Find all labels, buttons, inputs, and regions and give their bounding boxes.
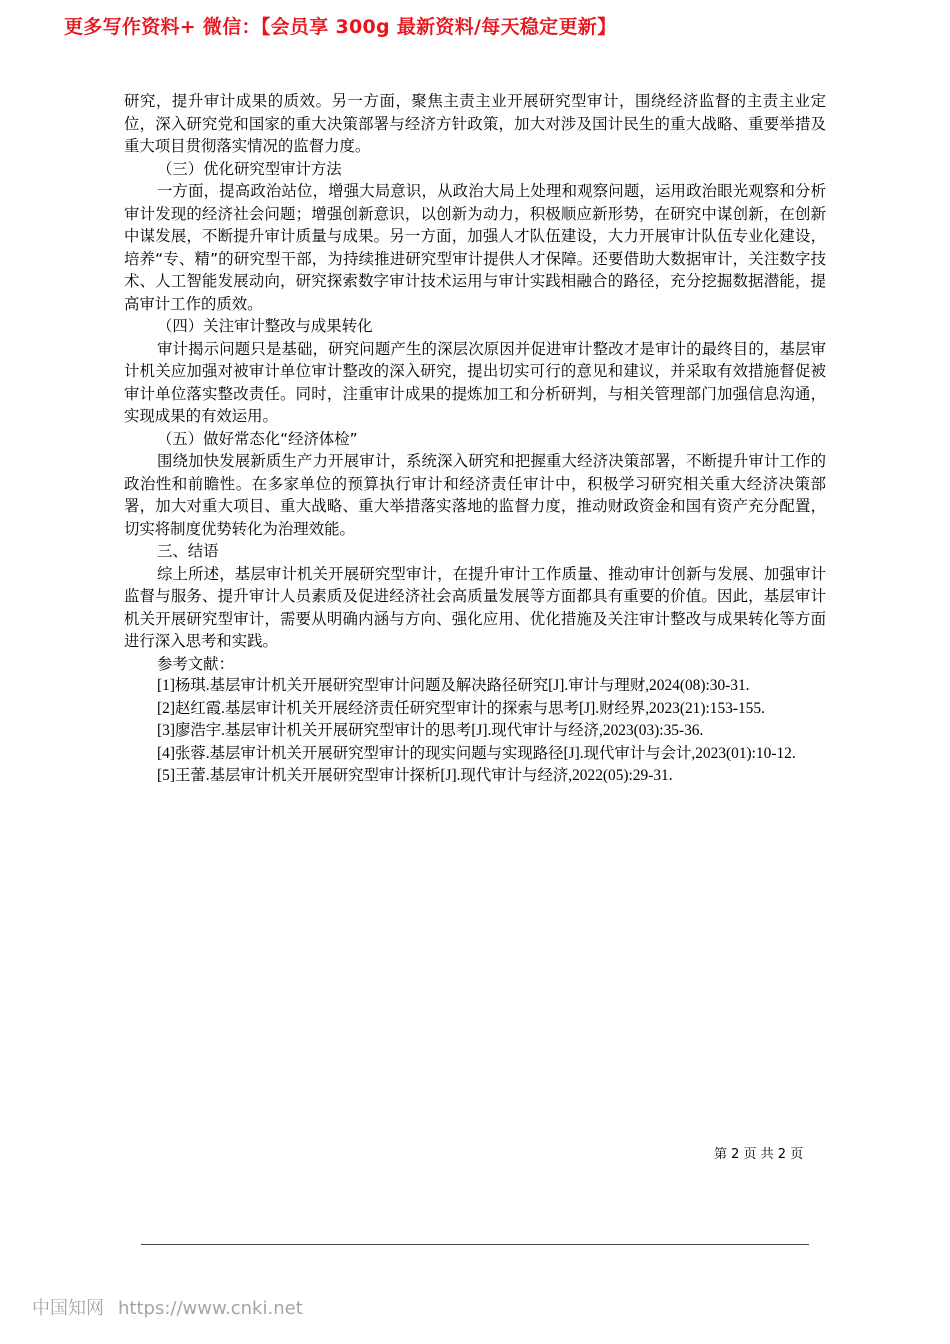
reference-item: [3]廖浩宇.基层审计机关开展研究型审计的思考[J].现代审计与经济,2023(03):35-36.	[157, 722, 704, 739]
reference-item: [2]赵红霞.基层审计机关开展经济责任研究型审计的探索与思考[J].财经界,2023(21):153-155.	[157, 699, 765, 717]
footer-watermark	[32, 1294, 303, 1320]
body-paragraph: 综上所述，基层审计机关开展研究型审计，在提升审计工作质量、推动审计创新与发展、加强审计监督与服务、提升审计人员素质及促进经济社会高质量发展等方面都具有重要的价值。因此，基层审计机关开展研究型审计，需要从明确内涵与方向、强化应用、优化措施及关注审计整改与成果转化等方面进行深入思考和实践。	[124, 564, 826, 650]
references-heading: 参考文献：	[157, 654, 234, 673]
footer-url: https://www.cnki.net	[118, 1298, 303, 1319]
section-heading: （三）优化研究型审计方法	[157, 159, 342, 178]
promo-banner: 更多写作资料+ 微信：【会员享 300g 最新资料/每天稳定更新】	[64, 16, 617, 38]
document-body	[124, 90, 826, 788]
body-paragraph: 围绕加快发展新质生产力开展审计，系统深入研究和把握重大经济决策部署，不断提升审计工作的政治性和前瞻性。在多家单位的预算执行审计和经济责任审计中，积极学习研究相关重大经济决策部署，加大对重大项目、重大战略、重大举措落实落地的监督力度，推动财政资金和国有资产充分配置，切实将制度优势转化为治理效能。	[124, 452, 826, 538]
body-paragraph: 一方面，提高政治站位，增强大局意识，从政治大局上处理和观察问题，运用政治眼光观察和分析审计发现的经济社会问题；增强创新意识，以创新为动力，积极顺应新形势，在研究中谋创新，在创新中谋发展，不断提升审计质量与成果。另一方面，加强人才队伍建设，大力开展审计队伍专业化建设，培养“专、精”的研究型干部，为持续推进研究型审计提供人才保障。还要借助大数据审计，关注数字技术、人工智能发展动向，研究探索数字审计技术运用与审计实践相融合的路径，充分挖掘数据潜能，提高审计工作的质效。	[124, 182, 826, 313]
reference-item: [4]张蓉.基层审计机关开展研究型审计的现实问题与实现路径[J].现代审计与会计,2023(01):10-12.	[157, 744, 796, 762]
page-number: 第 2 页 共 2 页	[714, 1147, 804, 1162]
reference-item: [1]杨琪.基层审计机关开展研究型审计问题及解决路径研究[J].审计与理财,2024(08):30-31.	[157, 677, 750, 694]
reference-item: [5]王蕾.基层审计机关开展研究型审计探析[J].现代审计与经济,2022(05):29-31.	[157, 767, 673, 784]
body-paragraph: 审计揭示问题只是基础，研究问题产生的深层次原因并促进审计整改才是审计的最终目的，基层审计机关应加强对被审计单位审计整改的深入研究，提出切实可行的意见和建议，并采取有效措施督促被审计单位落实整改责任。同时，注重审计成果的提炼加工和分析研判，与相关管理部门加强信息沟通，实现成果的有效运用。	[124, 339, 826, 425]
footer-brand-name: 中国知网	[32, 1298, 104, 1319]
section-heading: 三、结语	[157, 542, 219, 560]
body-paragraph: 研究，提升审计成果的质效。另一方面，聚焦主责主业开展研究型审计，围绕经济监督的主责主业定位，深入研究党和国家的重大决策部署与经济方针政策，加大对涉及国计民生的重大战略、重要举措及重大项目贯彻落实情况的监督力度。	[124, 92, 826, 155]
section-heading: （四）关注审计整改与成果转化	[157, 317, 373, 335]
section-heading: （五）做好常态化“经济体检”	[157, 429, 358, 448]
footer-divider	[141, 1244, 809, 1245]
